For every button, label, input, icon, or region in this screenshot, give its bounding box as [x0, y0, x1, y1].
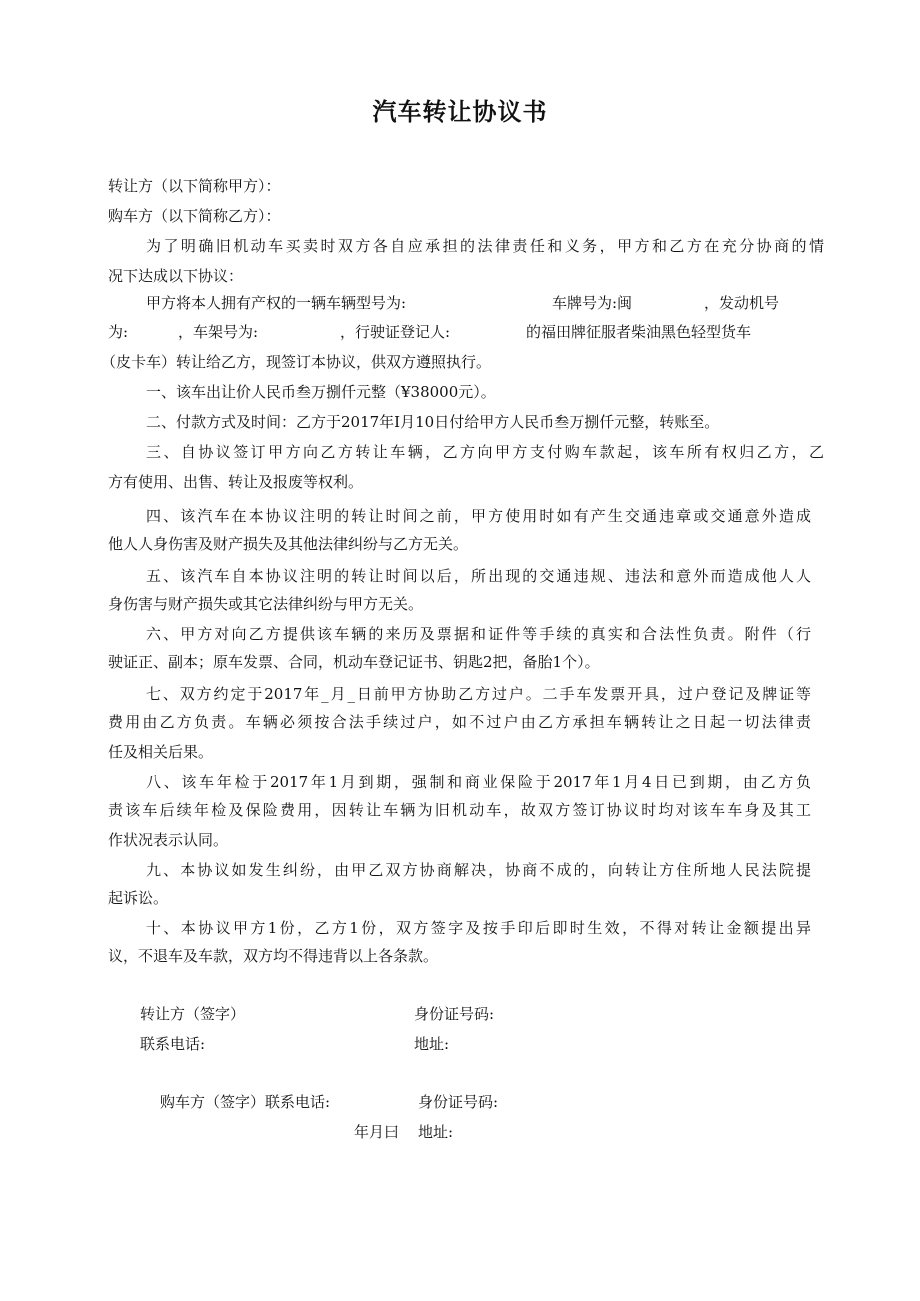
clause-5-line-2: 身伤害与财产损失或其它法律纠纷与甲方无关。	[108, 595, 424, 613]
engine-number-suffix: 为:	[108, 323, 129, 341]
plate-number-label: 车牌号为:闽	[552, 294, 633, 312]
buyer-address-label: 地址:	[418, 1123, 454, 1141]
clause-6-line-2: 驶证正、副本；原车发票、合同，机动车登记证书、钥匙2把，备胎1个）。	[108, 653, 600, 671]
seller-id-label: 身份证号码:	[414, 1005, 495, 1023]
seller-phone-label: 联系电话:	[140, 1035, 206, 1053]
intro-line-2: 况下达成以下协议：	[108, 267, 244, 285]
engine-number-label: ，发动机号	[704, 294, 780, 312]
clause-4-line-2: 他人人身伤害及财产损失及其他法律纠纷与乙方无关。	[108, 535, 469, 553]
document-title: 汽车转让协议书	[372, 98, 548, 126]
vehicle-model-label: 甲方将本人拥有产权的一辆车辆型号为:	[146, 294, 407, 312]
clause-7-line-1: 七、双方约定于2017年_月_日前甲方协助乙方过户。二手车发票开具，过户登记及牌证等	[146, 685, 811, 703]
registrant-label: ，行驶证登记人:	[340, 323, 451, 341]
seller-party-label: 转让方（以下简称甲方）：	[108, 177, 281, 195]
seller-signature-label: 转让方（签字）	[140, 1005, 246, 1023]
clause-3-line-1: 三、自协议签订甲方向乙方转让车辆，乙方向甲方支付购车款起，该车所有权归乙方，乙	[146, 443, 824, 461]
clause-3-line-2: 方有使用、出售、转让及报废等权利。	[108, 473, 364, 491]
intro-line-1: 为了明确旧机动车买卖时双方各自应承担的法律责任和义务，甲方和乙方在充分协商的情	[146, 237, 824, 255]
buyer-signature-phone-label: 购车方（签字）联系电话:	[160, 1093, 331, 1111]
clause-5-line-1: 五、该汽车自本协议注明的转让时间以后，所出现的交通违规、违法和意外而造成他人人	[146, 567, 811, 585]
clause-8-line-1: 八、该车年检于2017年1月到期，强制和商业保险于2017年1月4日已到期，由乙方负	[146, 773, 811, 791]
buyer-party-label: 购车方（以下简称乙方）：	[108, 207, 281, 225]
clause-8-line-2: 责该车后续年检及保险费用，因转让车辆为旧机动车，故双方签订协议时均对该车车身及其工	[108, 801, 811, 819]
date-label: 年月曰	[354, 1123, 400, 1141]
clause-10-line-1: 十、本协议甲方1份，乙方1份，双方签字及按手印后即时生效，不得对转让金额提出异	[146, 919, 811, 937]
clause-4-line-1: 四、该汽车在本协议注明的转让时间之前，甲方使用时如有产生交通违章或交通意外造成	[146, 507, 811, 525]
buyer-id-label: 身份证号码:	[418, 1093, 499, 1111]
clause-8-line-3: 作状况表示认同。	[108, 831, 229, 849]
clause-10-line-2: 议，不退车及车款，双方均不得违背以上各条款。	[108, 947, 439, 965]
clause-6-line-1: 六、甲方对向乙方提供该车辆的来历及票据和证件等手续的真实和合法性负责。附件（行	[146, 625, 811, 643]
clause-7-line-2: 费用由乙方负责。车辆必须按合法手续过户，如不过户由乙方承担车辆转让之日起一切法律责	[108, 713, 811, 731]
vehicle-transfer-line: （皮卡车）转让给乙方，现签订本协议，供双方遵照执行。	[101, 353, 492, 371]
clause-9-line-1: 九、本协议如发生纠纷，由甲乙双方协商解决，协商不成的，向转让方住所地人民法院提	[146, 861, 811, 879]
clause-7-line-3: 任及相关后果。	[108, 743, 214, 761]
frame-number-label: ，车架号为:	[178, 323, 259, 341]
clause-9-line-2: 起诉讼。	[108, 889, 169, 907]
clause-1: 一、该车出让价人民币叁万捌仟元整（¥38000元）。	[146, 383, 496, 401]
clause-2: 二、付款方式及时间：乙方于2017年I月10日付给甲方人民币叁万捌仟元整，转账至。	[146, 413, 720, 431]
vehicle-description: 的福田牌征服者柴油黑色轻型货车	[526, 323, 752, 341]
seller-address-label: 地址:	[414, 1035, 450, 1053]
